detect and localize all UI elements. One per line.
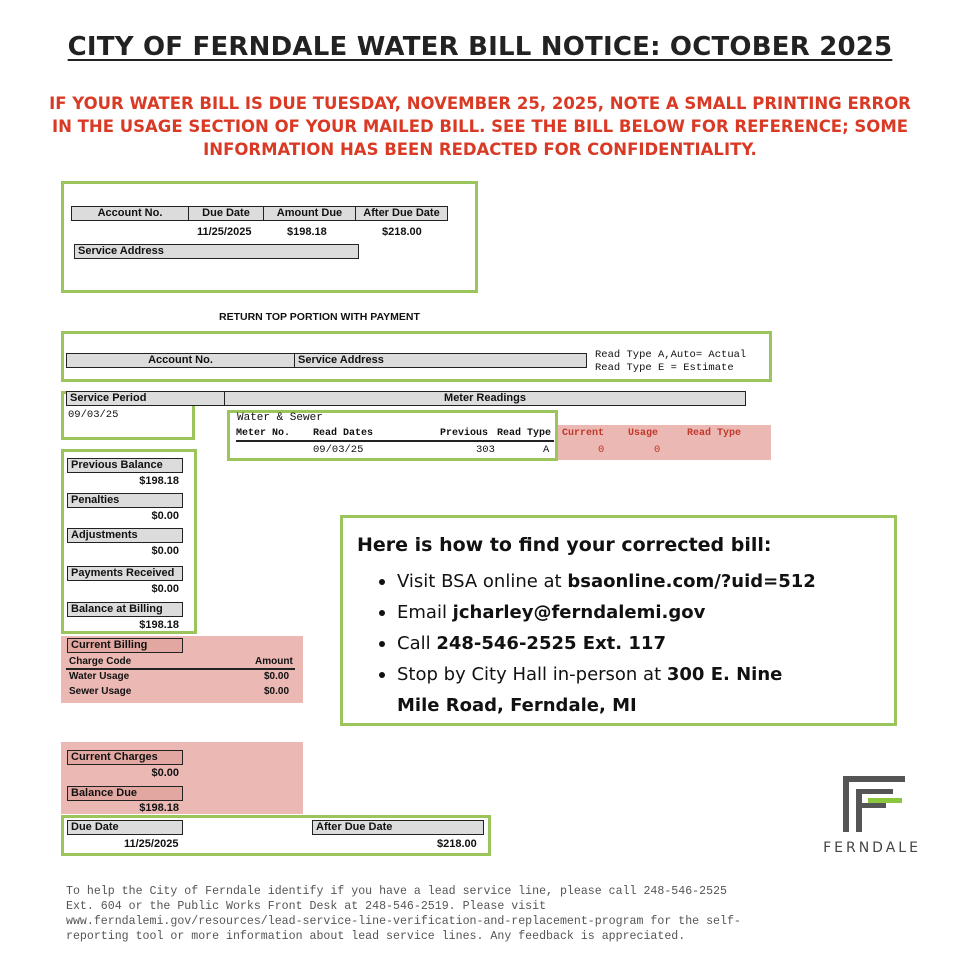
callout-item-city-hall: Stop by City Hall in-person at 300 E. Nine <box>357 659 816 690</box>
callout-item-city-hall-cont <box>357 690 816 721</box>
bullet-icon <box>379 672 385 678</box>
meter-no-column: Meter No. <box>236 428 291 439</box>
ferndale-logo <box>843 776 905 832</box>
meter-readings-header: Meter Readings <box>224 391 746 406</box>
meter-previous-value: 303 <box>476 444 495 456</box>
return-portion-text: RETURN TOP PORTION WITH PAYMENT <box>219 311 420 323</box>
water-usage-amount: $0.00 <box>264 671 290 682</box>
account-no-header: Account No. <box>66 353 295 368</box>
stub-due-date-value: 11/25/2025 <box>197 226 252 238</box>
bsa-link[interactable]: bsaonline.com/?uid=512 <box>567 571 816 592</box>
charge-code-header: Charge Code <box>69 656 132 667</box>
water-usage-code: Water Usage <box>69 671 130 682</box>
meter-usage-value: 0 <box>654 444 661 456</box>
bullet-icon <box>379 641 385 647</box>
service-address-header: Service Address <box>294 353 587 368</box>
current-charges-header: Current Charges <box>67 750 183 765</box>
current-charges-value: $0.00 <box>151 767 179 779</box>
stub-after-due-date-header: After Due Date <box>355 206 448 221</box>
sewer-usage-amount: $0.00 <box>264 686 290 697</box>
current-column: Current <box>562 428 605 439</box>
meter-read-type-value: A <box>543 444 550 456</box>
meter-header-rule <box>236 440 554 442</box>
page-title: CITY OF FERNDALE WATER BILL NOTICE: OCTOBER 2025 <box>67 32 893 62</box>
meter-read-date: 09/03/25 <box>313 444 364 456</box>
service-period-value: 09/03/25 <box>68 409 119 421</box>
ferndale-logo-text: FERNDALE <box>823 840 921 856</box>
bullet-icon <box>379 610 385 616</box>
adjustments-header: Adjustments <box>67 528 183 543</box>
stub-after-due-date-value: $218.00 <box>382 226 422 238</box>
penalties-header: Penalties <box>67 493 183 508</box>
balance-at-billing-value: $198.18 <box>139 619 179 631</box>
stub-account-no-header: Account No. <box>71 206 189 221</box>
callout-item-call: Call 248-546-2525 Ext. 117 <box>357 628 816 659</box>
read-type-legend-estimate: Read Type E = Estimate <box>595 362 734 374</box>
due-date-header: Due Date <box>67 820 183 835</box>
callout-item-bsa: Visit BSA online at bsaonline.com/?uid=512 <box>357 566 816 597</box>
penalties-value: $0.00 <box>151 510 179 522</box>
amount-header: Amount <box>255 656 293 667</box>
read-dates-column: Read Dates <box>313 428 374 439</box>
read-type-column: Read Type <box>497 428 552 439</box>
callout-heading: Here is how to find your corrected bill: <box>357 534 772 556</box>
after-due-date-value: $218.00 <box>437 838 477 850</box>
phone-number: 248-546-2525 Ext. 117 <box>436 633 666 654</box>
printing-error-notice: IF YOUR WATER BILL IS DUE TUESDAY, NOVEMBER 25, 2025, NOTE A SMALL PRINTING ERROR IN THE USAGE SECTION OF YOUR MAILED BILL. SEE THE BILL BELOW FOR REFERENCE; SOME INFORMATION HAS BEEN REDACTED FOR CONFIDENTIALITY. <box>49 94 911 159</box>
adjustments-value: $0.00 <box>151 545 179 557</box>
email-link[interactable]: jcharley@ferndalemi.gov <box>452 602 706 623</box>
sewer-usage-code: Sewer Usage <box>69 686 132 697</box>
stub-amount-due-header: Amount Due <box>263 206 356 221</box>
lead-service-line-footer: To help the City of Ferndale identify if you have a lead service line, please call 248-546-2525 Ext. 604 or the Public Works Front Desk at 248-546-2519. Please visit www.ferndalemi.gov/resources/lead-service-line-verification-and-replacement-program for the self- reporting tool or more information about lead service lines. Any feedback is appreciated. <box>66 885 741 943</box>
due-date-value: 11/25/2025 <box>124 838 179 850</box>
balance-due-value: $198.18 <box>139 802 179 814</box>
read-type-legend-actual: Read Type A,Auto= Actual <box>595 349 747 361</box>
current-read-type-column: Read Type <box>687 428 742 439</box>
stub-due-date-header: Due Date <box>188 206 264 221</box>
usage-column: Usage <box>628 428 659 439</box>
stub-amount-due-value: $198.18 <box>287 226 327 238</box>
previous-column: Previous <box>440 428 489 439</box>
callout-list <box>357 566 816 721</box>
current-billing-rule <box>66 668 295 670</box>
city-hall-address-cont: Mile Road, Ferndale, MI <box>397 695 637 716</box>
current-billing-header: Current Billing <box>67 638 183 653</box>
water-sewer-label: Water & Sewer <box>237 412 323 424</box>
balance-at-billing-header: Balance at Billing <box>67 602 183 617</box>
after-due-date-header: After Due Date <box>312 820 484 835</box>
bullet-icon <box>379 579 385 585</box>
payments-received-header: Payments Received <box>67 566 183 581</box>
city-hall-address: 300 E. Nine <box>666 664 783 685</box>
corrected-bill-callout <box>340 515 897 726</box>
previous-balance-header: Previous Balance <box>67 458 183 473</box>
previous-balance-value: $198.18 <box>139 475 179 487</box>
callout-item-email: Email jcharley@ferndalemi.gov <box>357 597 816 628</box>
payments-received-value: $0.00 <box>151 583 179 595</box>
service-period-header: Service Period <box>66 391 225 406</box>
meter-current-value: 0 <box>598 444 605 456</box>
stub-service-address-header: Service Address <box>74 244 359 259</box>
balance-due-header: Balance Due <box>67 786 183 801</box>
